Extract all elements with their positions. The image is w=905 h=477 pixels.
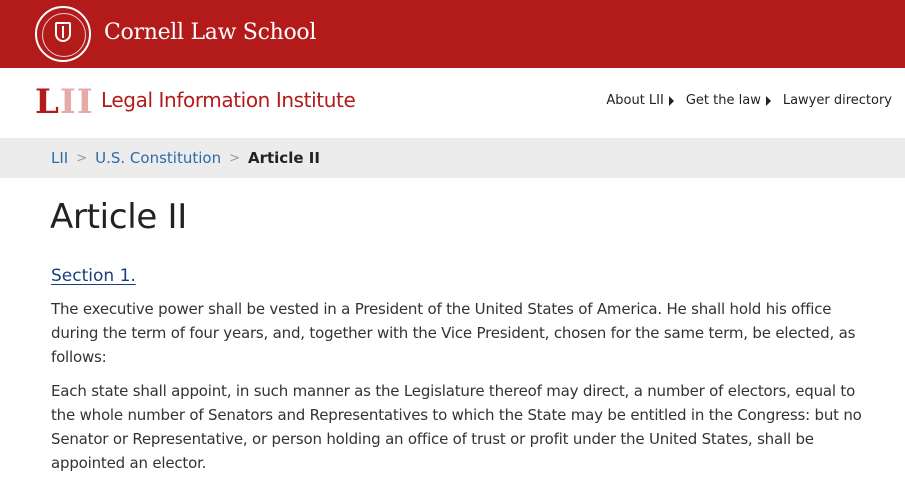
page-title: Article II bbox=[50, 197, 187, 237]
lii-logo-letter-l: L bbox=[35, 82, 60, 122]
cornell-banner bbox=[0, 0, 905, 68]
cornell-seal-icon[interactable] bbox=[35, 6, 91, 62]
lii-logo-letter-i1: I bbox=[59, 82, 77, 122]
nav-lawyer-directory-label: Lawyer directory bbox=[782, 93, 892, 108]
breadcrumb bbox=[0, 138, 905, 178]
lii-header bbox=[0, 68, 905, 138]
breadcrumb-separator: > bbox=[229, 150, 240, 166]
caret-right-icon bbox=[766, 96, 771, 106]
seal-shield-icon bbox=[55, 22, 71, 42]
paragraph-1: The executive power shall be vested in a President of the United States of America. He shall hold his office during the term of four years, and, together with the Vice President, chosen for the same term, be elected, as follows: bbox=[51, 300, 856, 366]
nav-get-the-law[interactable] bbox=[686, 93, 771, 108]
breadcrumb-separator: > bbox=[76, 150, 88, 166]
paragraph-2: Each state shall appoint, in such manner as the Legislature thereof may direct, a number of electors, equal to the whole number of Senators and Representatives to which the State may be entitled in the Congress: but no Senator or Representative, or person holding an office of trust or profit under the United States, shall be appointed an elector. bbox=[51, 382, 862, 472]
top-nav bbox=[606, 93, 892, 108]
lii-logo-icon[interactable] bbox=[35, 82, 94, 122]
breadcrumb-current: Article II bbox=[247, 149, 320, 167]
cornell-law-school-link[interactable]: Cornell Law School bbox=[104, 20, 317, 45]
caret-right-icon bbox=[669, 96, 674, 106]
breadcrumb-us-constitution[interactable]: U.S. Constitution bbox=[95, 149, 222, 167]
nav-about-lii[interactable] bbox=[606, 93, 673, 108]
nav-about-lii-label: About LII bbox=[606, 93, 664, 108]
lii-title-link[interactable]: Legal Information Institute bbox=[101, 88, 356, 112]
nav-lawyer-directory[interactable] bbox=[783, 93, 892, 108]
nav-get-the-law-label: Get the law bbox=[685, 93, 761, 108]
breadcrumb-lii[interactable]: LII bbox=[51, 149, 69, 167]
lii-logo-letter-i2: I bbox=[76, 82, 94, 122]
section-1-link[interactable]: Section 1. bbox=[51, 266, 136, 286]
